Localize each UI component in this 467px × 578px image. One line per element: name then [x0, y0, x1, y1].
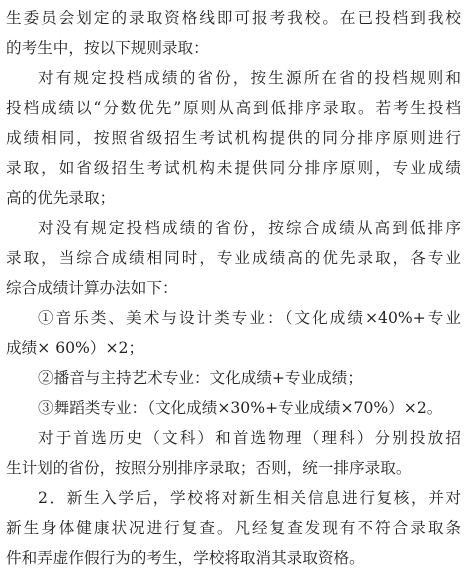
text-line: 的考生中，按以下规则录取： [6, 39, 209, 57]
text-line: 录取，当综合成绩相同时，专业成绩高的优先录取，各专业 [6, 249, 461, 267]
text-line: ①音乐类、美术与设计类专业：（文化成绩×40%+专业 [38, 309, 461, 327]
text-line: ③舞蹈类专业：（文化成绩×30%+专业成绩×70%）×2。 [38, 399, 443, 417]
text-line: 新生身体健康状况进行复查。凡经复查发现有不符合录取条 [6, 519, 461, 537]
text-line: 投档成绩以“分数优先”原则从高到低排序录取。若考生投档 [6, 99, 461, 117]
text-line: 录取，如省级招生考试机构未提供同分排序原则，专业成绩 [6, 159, 461, 177]
text-line: 对于首选历史（文科）和首选物理（理科）分别投放招 [38, 429, 461, 447]
text-line: 成绩× 60%）×2； [6, 339, 145, 357]
text-line: ②播音与主持艺术专业：文化成绩+专业成绩； [38, 369, 363, 387]
text-line: 对有规定投档成绩的省份，按生源所在省的投档规则和 [38, 69, 461, 87]
text-line: 综合成绩计算办法如下： [6, 279, 178, 297]
text-line: 生计划的省份，按照分别排序录取；否则，统一排序录取。 [6, 459, 412, 477]
text-line: 对没有规定投档成绩的省份，按综合成绩从高到低排序 [38, 219, 461, 237]
text-line: 成绩相同，按照省级招生考试机构提供的同分排序原则进行 [6, 129, 461, 147]
text-line: 件和弄虚作假行为的考生，学校将取消其录取资格。 [6, 549, 365, 567]
text-line: 高的优先录取； [6, 189, 116, 207]
text-line: 2．新生入学后，学校将对新生相关信息进行复核，并对 [38, 489, 461, 507]
text-line: 生委员会划定的录取资格线即可报考我校。在已投档到我校 [6, 9, 461, 27]
